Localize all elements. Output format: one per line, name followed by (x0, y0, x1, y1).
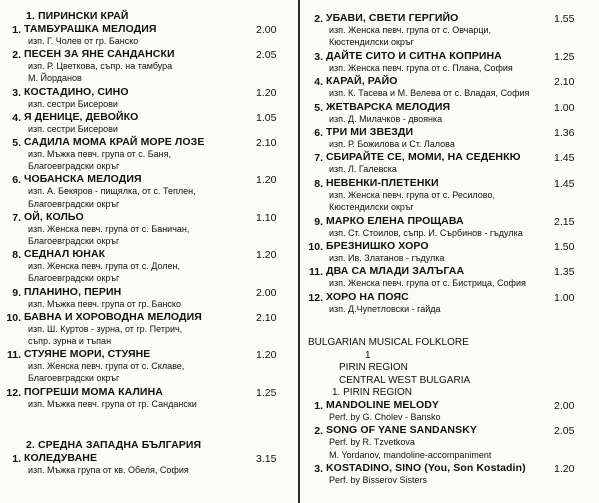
track-duration: 1.05 (256, 111, 277, 124)
performer-info: Perf. by G. Cholev - Bansko (329, 412, 441, 422)
english-heading: PIRIN REGION (339, 362, 408, 373)
track-number: 2. (314, 425, 323, 438)
track-title: ПЕСЕН ЗА ЯНЕ САНДАНСКИ (24, 48, 175, 61)
track-number: 8. (314, 177, 323, 190)
performer-info: изп. К. Тасева и М. Велева от с. Владая, София (329, 88, 530, 99)
performer-info: М. Йорданов (28, 73, 82, 84)
section-heading: 1. ПИРИНСКИ КРАЙ (26, 10, 129, 22)
track-duration: 1.20 (256, 174, 277, 187)
performer-info: изп. Д. Милачков - двоянка (329, 113, 443, 124)
track-duration: 1.20 (256, 249, 277, 262)
performer-info: изп. сестри Бисерови (28, 98, 118, 109)
performer-info: изп. Женска певч. група от с. Долен, (28, 261, 181, 272)
performer-info: изп. Женска певч. група от с. Склаве, (28, 361, 185, 372)
performer-info: изп. Д.Чупетловски - гайда (329, 303, 441, 314)
track-title: ТРИ МИ ЗВЕЗДИ (326, 126, 414, 138)
track-number: 4. (314, 76, 323, 89)
track-title: ПЛАНИНО, ПЕРИН (24, 285, 122, 298)
track-number: 3. (12, 86, 21, 99)
performer-info: изп. Мъжка група от кв. Обеля, София (28, 465, 189, 475)
performer-info: изп. Г. Чолев от гр. Банско (28, 36, 139, 46)
performer-info: изп. сестри Бисерови (28, 123, 118, 134)
track-title: УБАВИ, СВЕТИ ГЕРГИЙО (326, 12, 459, 24)
performer-info: изп. Р. Божилова и Ст. Лалова (329, 139, 455, 149)
track-title: СТУЯНЕ МОРИ, СТУЯНЕ (24, 348, 151, 361)
performer-info: Кюстендилски окръг (329, 202, 414, 213)
track-number: 1. (314, 400, 323, 412)
track-duration: 1.20 (256, 86, 277, 99)
track-title: ДВА СА МЛАДИ ЗАЛЪГАА (326, 265, 465, 278)
track-number: 7. (12, 211, 21, 224)
english-heading: CENTRAL WEST BULGARIA (339, 375, 471, 386)
english-heading: BULGARIAN MUSICAL FOLKLORE (308, 337, 469, 348)
track-title: Я ДЕНИЦЕ, ДЕВОЙКО (24, 110, 139, 123)
performer-info: изп. Женска певч. група от с. Овчарци, (329, 25, 492, 35)
track-number: 4. (12, 111, 21, 124)
performer-info: изп. Женска певч. група от с. Бистрица, София (329, 278, 526, 289)
track-number: 3. (314, 463, 323, 476)
performer-info: Благоевградски окръг (28, 373, 120, 384)
track-title: БРЕЗНИШКО ХОРО (326, 240, 429, 252)
track-number: 12. (6, 386, 21, 399)
track-number: 11. (308, 266, 323, 279)
performer-info: Perf. by R. Tzvetkova (329, 437, 415, 448)
track-title: МАРКО ЕЛЕНА ПРОЩАВА (326, 214, 464, 227)
track-title: ХОРО НА ПОЯС (326, 290, 409, 303)
track-number: 6. (314, 127, 323, 139)
english-heading: 1 (365, 350, 371, 361)
track-title: СБИРАЙТЕ СЕ, МОМИ, НА СЕДЕНКЮ (326, 151, 521, 164)
track-duration: 1.55 (554, 13, 575, 25)
track-duration: 1.20 (256, 349, 277, 362)
track-title: ПОГРЕШИ МОМА КАЛИНА (24, 385, 163, 398)
track-duration: 1.45 (554, 177, 575, 190)
track-number: 8. (12, 249, 21, 262)
performer-info: Благоевградски окръг (28, 198, 120, 209)
track-title: ЖЕТВАРСКА МЕЛОДИЯ (326, 100, 451, 113)
performer-info: изп. Ш. Куртов - зурна, от гр. Петрич, (28, 323, 183, 334)
track-title: ОЙ, КОЛЬО (24, 210, 84, 223)
track-duration: 2.10 (256, 311, 277, 324)
performer-info: изп. Мъжка певч. група от с. Баня, (28, 149, 172, 159)
track-duration: 2.10 (256, 137, 277, 149)
performer-info: изп. Л. Галевска (329, 164, 397, 175)
track-duration: 1.00 (554, 291, 575, 304)
track-number: 1. (12, 453, 21, 465)
track-duration: 2.00 (554, 400, 575, 412)
performer-info: Благоевградски окръг (28, 236, 120, 246)
column-divider (298, 0, 300, 503)
performer-info: изп. А. Бекяров - пищялка, от с. Теплен, (28, 186, 196, 197)
performer-info: Благоевградски окръг (28, 161, 120, 172)
track-duration: 2.00 (256, 286, 277, 299)
track-title: SONG OF YANE SANDANSKY (326, 424, 477, 437)
performer-info: изп. Женска певч. група от с. Плана, София (329, 62, 513, 73)
right-column (302, 0, 599, 503)
left-column (0, 0, 296, 503)
track-title: КОЛЕДУВАНЕ (24, 452, 98, 464)
track-duration: 1.45 (554, 152, 575, 165)
track-duration: 2.05 (554, 425, 575, 438)
track-title: MANDOLINE MELODY (326, 399, 440, 411)
track-title: КАРАЙ, РАЙО (326, 75, 398, 88)
track-number: 5. (314, 101, 323, 114)
track-duration: 2.00 (256, 24, 277, 36)
track-title: НЕВЕНКИ-ПЛЕТЕНКИ (326, 176, 439, 189)
performer-info: изп. Мъжка певч. група от гр. Банско (28, 298, 181, 309)
track-number: 10. (308, 241, 323, 253)
performer-info: Perf. by Bisserov Sisters (329, 475, 428, 486)
track-duration: 1.20 (554, 463, 575, 476)
track-number: 2. (12, 49, 21, 62)
track-duration: 2.10 (554, 76, 575, 89)
track-title: ДАЙТЕ СИТО И СИТНА КОПРИНА (326, 49, 502, 62)
section-heading: 2. СРЕДНА ЗАПАДНА БЪЛГАРИЯ (26, 439, 202, 451)
track-number: 6. (12, 174, 21, 187)
track-number: 9. (314, 215, 323, 228)
track-duration: 1.35 (554, 266, 575, 279)
track-title: ТАМБУРАШКА МЕЛОДИЯ (24, 23, 157, 35)
track-duration: 1.25 (256, 386, 277, 399)
performer-info: съпр. зурна и тъпан (28, 336, 112, 346)
performer-info: изп. Мъжка певч. група от гр. Сандански (28, 398, 197, 409)
performer-info: изп. Ив. Златанов - гъдулка (329, 253, 445, 263)
track-duration: 2.15 (554, 215, 575, 228)
track-duration: 1.25 (554, 50, 575, 63)
performer-info: изп. Женска певч. група от с. Баничан, (28, 223, 190, 234)
track-number: 9. (12, 286, 21, 299)
track-number: 11. (6, 349, 21, 362)
track-title: ЧОБАНСКА МЕЛОДИЯ (24, 173, 142, 186)
performer-info: M. Yordanov, mandoline-accompaniment (329, 449, 492, 460)
performer-info: изп. Женска певч. група от с. Ресилово, (329, 189, 495, 200)
track-title: КОСТАДИНО, СИНО (24, 85, 129, 98)
track-duration: 1.36 (554, 127, 575, 139)
track-number: 5. (12, 137, 21, 149)
track-number: 7. (314, 152, 323, 165)
track-title: БАВНА И ХОРОВОДНА МЕЛОДИЯ (24, 310, 202, 323)
performer-info: изп. Р. Цветкова, съпр. на тамбура (28, 61, 173, 72)
track-duration: 1.10 (256, 211, 277, 224)
track-duration: 2.05 (256, 49, 277, 62)
track-duration: 3.15 (256, 453, 277, 465)
track-number: 3. (314, 50, 323, 63)
performer-info: Благоевградски окръг (28, 273, 120, 284)
track-number: 12. (308, 291, 323, 304)
track-title: KOSTADINO, SINO (You, Son Kostadin) (326, 462, 526, 475)
track-duration: 1.00 (554, 101, 575, 114)
track-number: 1. (12, 24, 21, 36)
performer-info: Кюстендилски окръг (329, 37, 414, 48)
track-title: СЕДНАЛ ЮНАК (24, 248, 106, 261)
english-heading: 1. PIRIN REGION (332, 387, 413, 398)
track-duration: 1.50 (554, 241, 575, 253)
track-number: 10. (6, 311, 21, 324)
track-number: 2. (314, 13, 323, 25)
performer-info: изп. Ст. Стоилов, съпр. И. Сърбинов - гъдулка (329, 227, 523, 238)
track-title: САДИЛА МОМА КРАЙ МОРЕ ЛОЗЕ (24, 136, 205, 148)
